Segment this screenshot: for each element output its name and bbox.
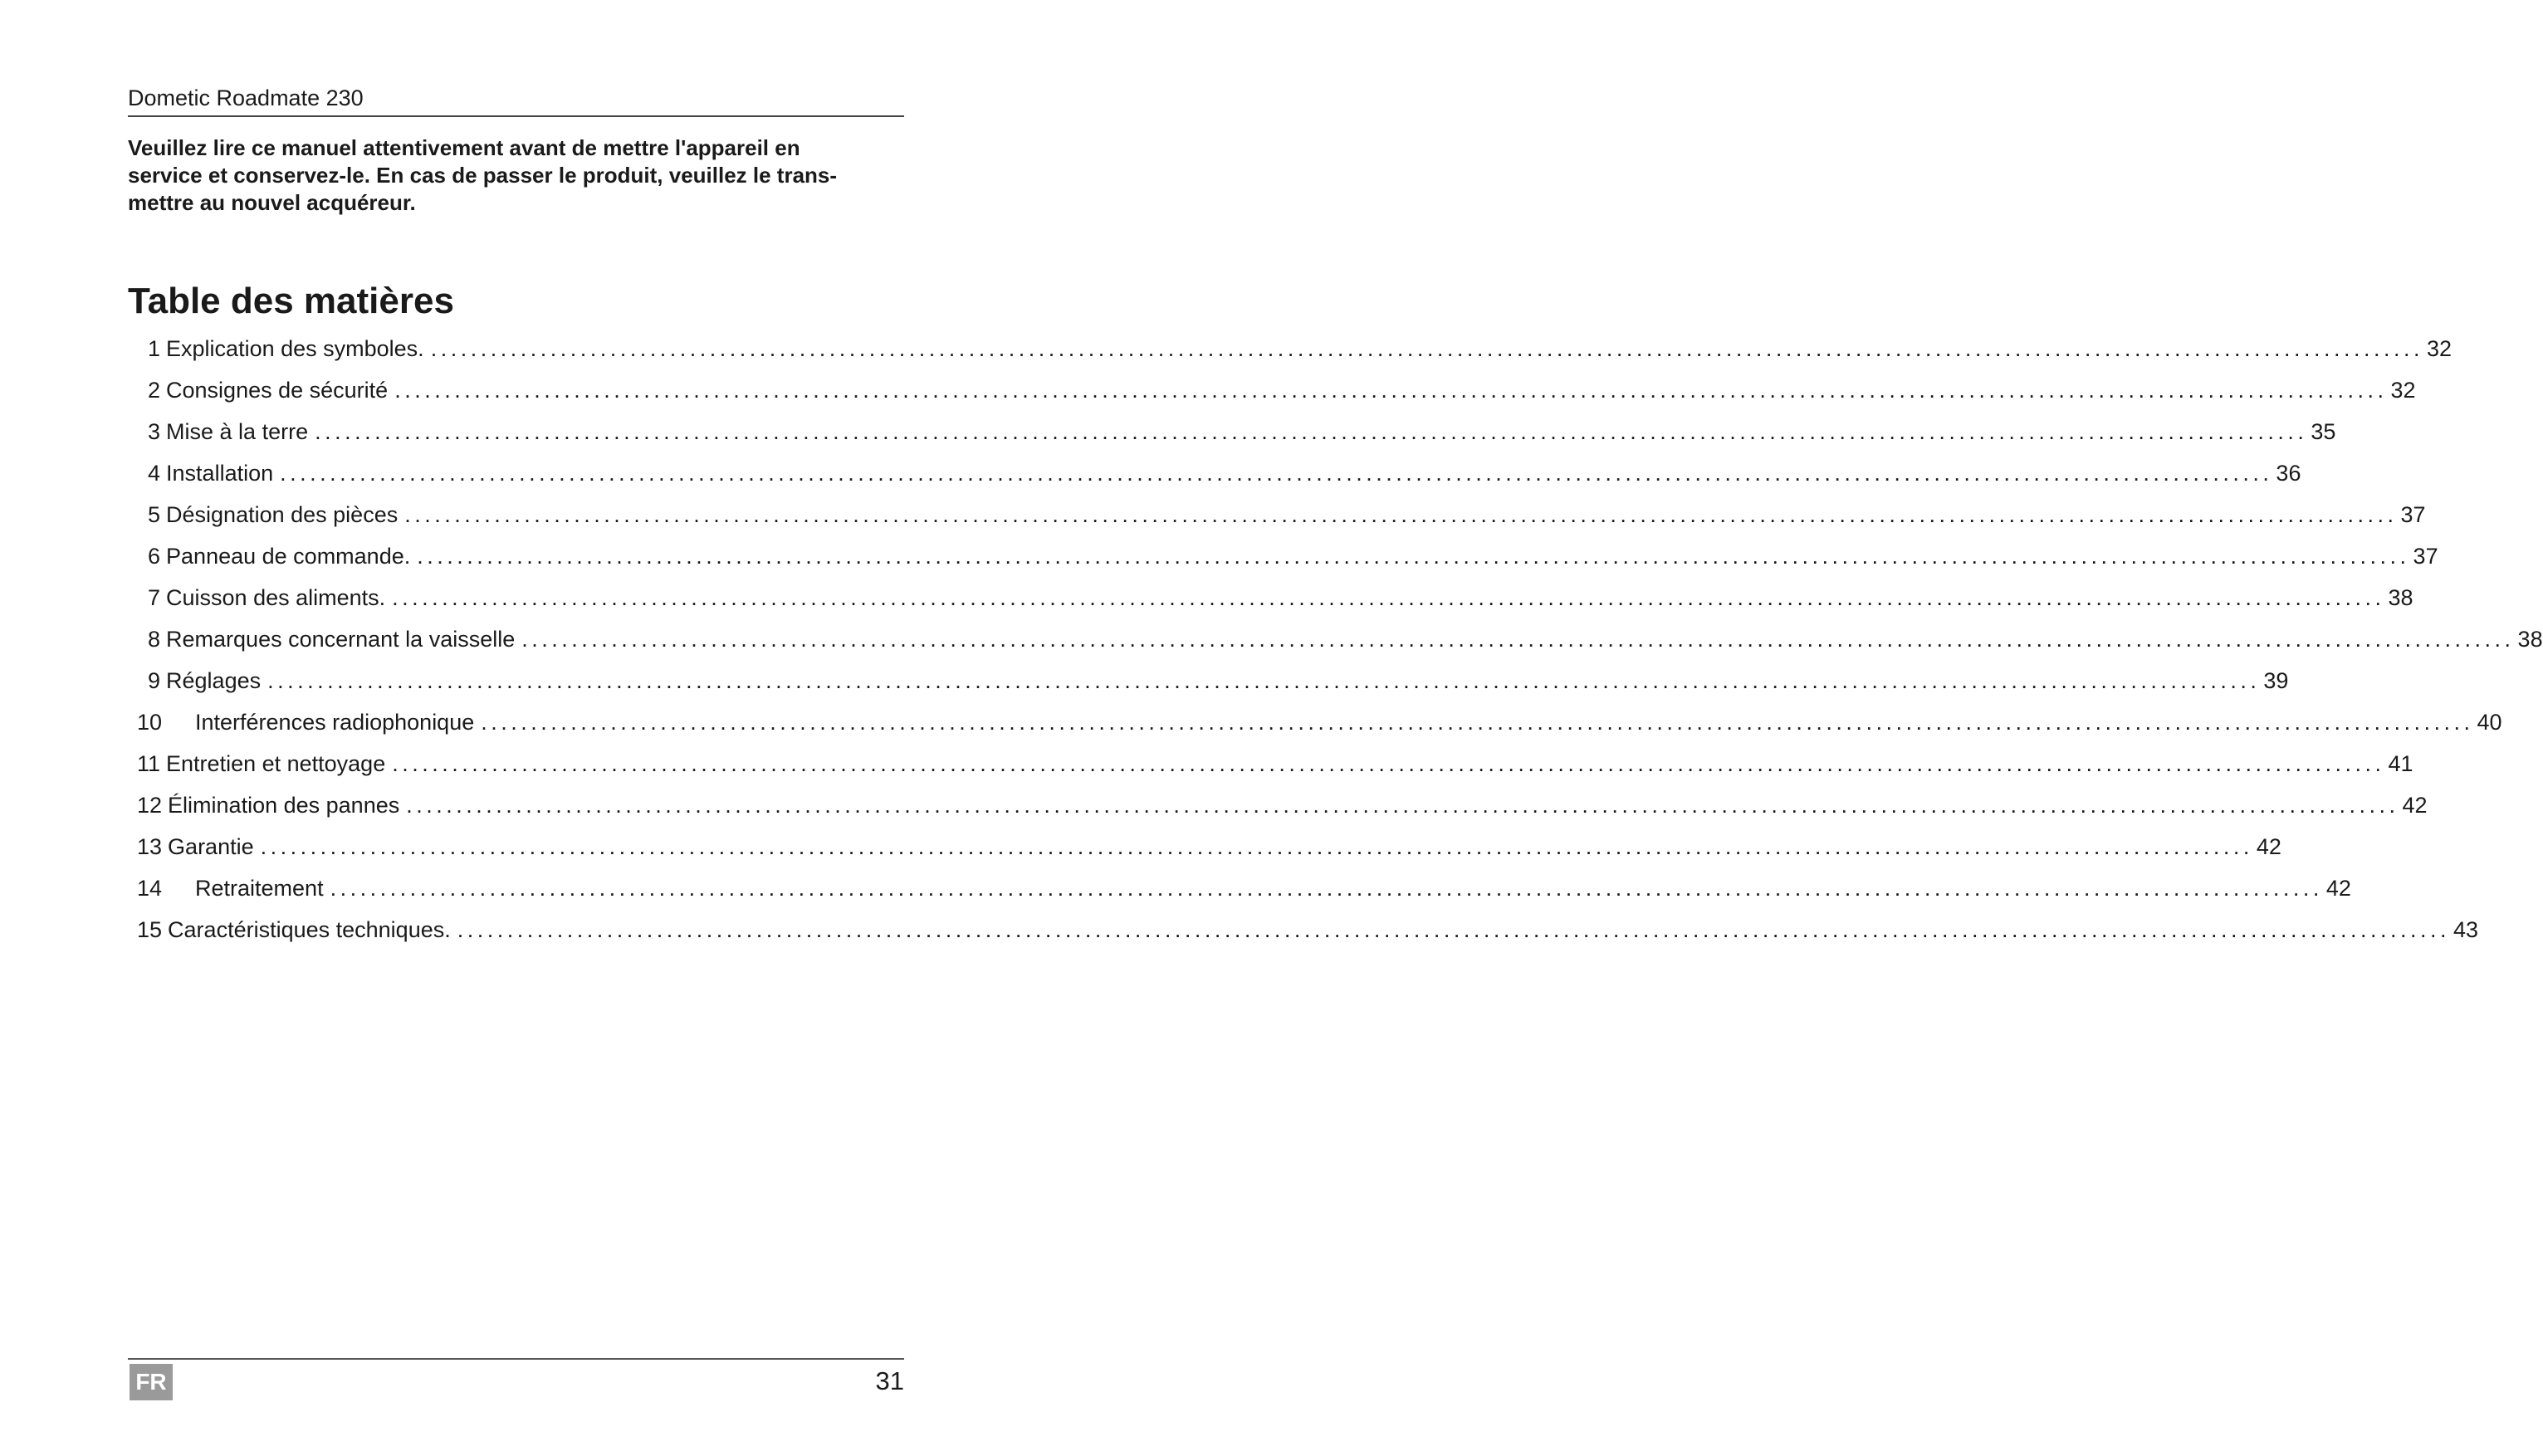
- toc-entry-number: 9: [148, 668, 161, 693]
- toc-entry-page: 42: [2256, 834, 2281, 859]
- toc-entry-page: 42: [2402, 793, 2428, 818]
- toc-entry-page: 37: [2413, 544, 2438, 569]
- toc-entry[interactable]: [148, 624, 2543, 652]
- toc-entry-number: 11: [137, 751, 161, 776]
- page-number: 31: [875, 1366, 904, 1395]
- toc-entry-label: Cuisson des aliments.: [166, 585, 386, 610]
- toc-entry-number: 5: [148, 502, 161, 527]
- toc-entry[interactable]: [148, 458, 2301, 486]
- toc-dot-leader: ........................................................................................................................................................................................................: [457, 917, 2451, 942]
- toc-entry[interactable]: [137, 873, 2351, 901]
- toc-entry-label: Mise à la terre: [166, 419, 309, 444]
- header-divider: [128, 115, 904, 117]
- toc-entry-label: Explication des symboles.: [166, 336, 424, 361]
- intro-line: service et conservez-le. En cas de passer le produit, veuillez le trans-: [128, 163, 838, 188]
- toc-entry-label: Réglages: [166, 668, 262, 693]
- toc-dot-leader: ........................................................................................................................................................................................................: [330, 876, 2323, 901]
- toc-dot-leader: ........................................................................................................................................................................................................: [260, 834, 2253, 859]
- toc-dot-leader: ........................................................................................................................................................................................................: [394, 378, 2388, 403]
- toc-entry-page: 38: [2517, 627, 2543, 652]
- toc-entry[interactable]: [137, 707, 2502, 735]
- toc-dot-leader: ........................................................................................................................................................................................................: [280, 461, 2273, 486]
- language-badge: FR: [130, 1364, 173, 1400]
- toc-entry-number: 15: [137, 917, 163, 942]
- toc-entry-label: Retraitement: [195, 876, 324, 901]
- toc-dot-leader: ........................................................................................................................................................................................................: [481, 710, 2474, 735]
- toc-entry-number: 12: [137, 793, 163, 818]
- toc-dot-leader: ........................................................................................................................................................................................................: [392, 585, 2385, 610]
- toc-entry[interactable]: [148, 541, 2438, 569]
- toc-entry[interactable]: [148, 375, 2416, 403]
- toc-entry[interactable]: [137, 832, 2281, 860]
- toc-entry[interactable]: [148, 666, 2289, 694]
- toc-dot-leader: ........................................................................................................................................................................................................: [430, 336, 2423, 361]
- footer-divider: [128, 1358, 904, 1360]
- toc-entry-page: 32: [2390, 378, 2416, 403]
- intro-notice: [128, 134, 904, 217]
- toc-entry[interactable]: [148, 500, 2426, 528]
- toc-entry-page: 40: [2477, 710, 2502, 735]
- toc-entry-number: 10: [137, 710, 163, 735]
- toc-entry-page: 39: [2263, 668, 2289, 693]
- toc-entry-page: 37: [2400, 502, 2426, 527]
- toc-entry-label: Élimination des pannes: [168, 793, 400, 818]
- toc-entry[interactable]: [148, 334, 2453, 362]
- document-header-title: Dometic Roadmate 230: [128, 86, 364, 110]
- toc-entry-number: 2: [148, 378, 161, 403]
- toc-entry-label: Panneau de commande.: [166, 544, 411, 569]
- toc-dot-leader: ........................................................................................................................................................................................................: [404, 502, 2398, 527]
- toc-entry-label: Installation: [166, 461, 274, 486]
- toc-entry-number: 1: [148, 336, 161, 361]
- toc-entry-number: 13: [137, 834, 163, 859]
- toc-entry-label: Garantie: [168, 834, 254, 859]
- toc-entry-label: Caractéristiques techniques.: [168, 917, 451, 942]
- toc-entry-label: Interférences radiophonique: [195, 710, 475, 735]
- toc-entry-number: 14: [137, 876, 163, 901]
- toc-dot-leader: ........................................................................................................................................................................................................: [521, 627, 2515, 652]
- toc-entry-label: Désignation des pièces: [166, 502, 399, 527]
- toc-entry[interactable]: [137, 749, 2413, 777]
- toc-entry-number: 3: [148, 419, 161, 444]
- toc-entry-number: 6: [148, 544, 161, 569]
- toc-entry-page: 41: [2388, 751, 2413, 776]
- toc-entry-number: 8: [148, 627, 161, 652]
- toc-dot-leader: ........................................................................................................................................................................................................: [417, 544, 2410, 569]
- toc-entry[interactable]: [148, 417, 2336, 445]
- toc-heading: Table des matières: [128, 281, 454, 321]
- toc-entry[interactable]: [137, 915, 2479, 943]
- toc-dot-leader: ........................................................................................................................................................................................................: [267, 668, 2261, 693]
- toc-entry-page: 36: [2276, 461, 2301, 486]
- toc-entry-page: 42: [2325, 876, 2351, 901]
- toc-entry-label: Entretien et nettoyage: [166, 751, 386, 776]
- toc-entry-page: 43: [2453, 917, 2479, 942]
- intro-line: Veuillez lire ce manuel attentivement avant de mettre l'appareil en: [128, 135, 800, 160]
- toc-entry-number: 7: [148, 585, 161, 610]
- toc-entry-page: 38: [2388, 585, 2413, 610]
- toc-dot-leader: ........................................................................................................................................................................................................: [315, 419, 2308, 444]
- toc-entry-number: 4: [148, 461, 161, 486]
- toc-entry-page: 32: [2426, 336, 2453, 361]
- toc-entry[interactable]: [148, 583, 2413, 611]
- toc-entry[interactable]: [137, 790, 2428, 818]
- toc-entry-label: Remarques concernant la vaisselle: [166, 627, 516, 652]
- toc-entry-page: 35: [2311, 419, 2336, 444]
- intro-line: mettre au nouvel acquéreur.: [128, 190, 416, 215]
- toc-dot-leader: ........................................................................................................................................................................................................: [406, 793, 2399, 818]
- toc-entry-label: Consignes de sécurité: [166, 378, 389, 403]
- toc-dot-leader: ........................................................................................................................................................................................................: [392, 751, 2385, 776]
